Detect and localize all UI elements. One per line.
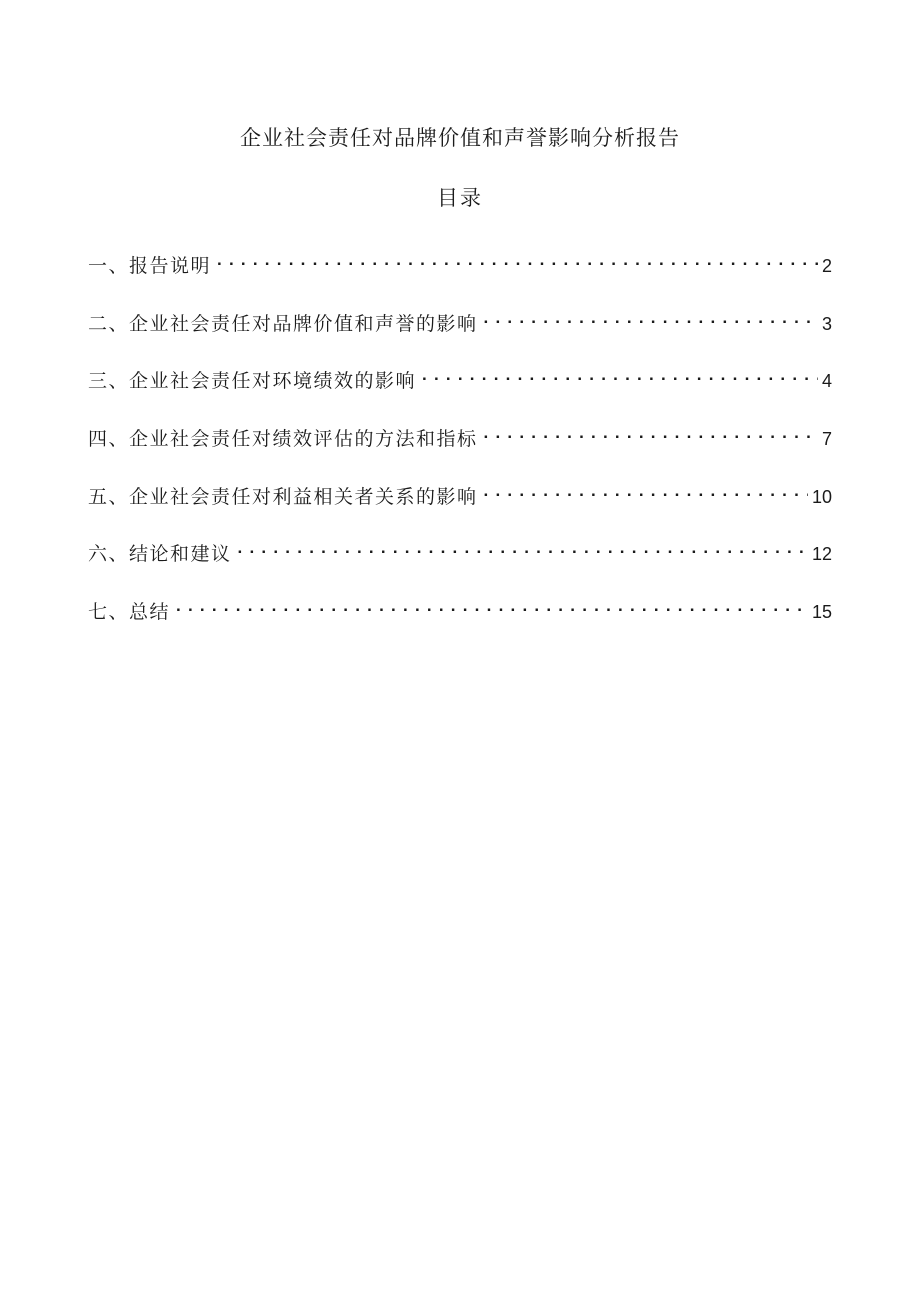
toc-entry-page-number: 2 xyxy=(821,256,832,276)
document-title: 企业社会责任对品牌价值和声誉影响分析报告 xyxy=(240,126,680,150)
toc-entry-page-number: 7 xyxy=(821,429,832,450)
toc-entry-page-number: 3 xyxy=(821,313,832,334)
toc-entry-page-number: 12 xyxy=(811,544,832,565)
toc-entry-label: 二、企业社会责任对品牌价值和声誉的影响 xyxy=(88,312,478,335)
toc-dot-leader xyxy=(422,359,818,387)
toc-entry-label: 五、企业社会责任对利益相关者关系的影响 xyxy=(88,485,478,508)
toc-entry-page-number: 15 xyxy=(811,602,832,623)
toc-dot-leader xyxy=(238,532,808,560)
toc-entry-label: 七、总结 xyxy=(88,601,171,624)
toc-dot-leader xyxy=(176,590,808,618)
toc-entry-label: 一、报告说明 xyxy=(88,255,212,277)
toc-entry-stakeholder-relations[interactable] xyxy=(88,475,832,533)
toc-dot-leader xyxy=(484,475,808,503)
toc-dot-leader xyxy=(484,417,818,445)
toc-entry-brand-value-reputation[interactable] xyxy=(88,302,832,360)
toc-entry-conclusions[interactable] xyxy=(88,532,832,590)
toc-entry-label: 三、企业社会责任对环境绩效的影响 xyxy=(88,370,417,393)
toc-entry-summary[interactable] xyxy=(88,590,832,648)
toc-entry-label: 四、企业社会责任对绩效评估的方法和指标 xyxy=(88,428,478,451)
toc-dot-leader xyxy=(484,302,818,330)
toc-heading: 目录 xyxy=(437,186,483,210)
toc-entry-page-number: 4 xyxy=(821,371,832,392)
toc-entry-evaluation-methods[interactable] xyxy=(88,417,832,475)
toc-entry-label: 六、结论和建议 xyxy=(88,543,232,566)
table-of-contents xyxy=(88,244,832,648)
toc-dot-leader xyxy=(217,244,818,272)
toc-entry-report-description[interactable] xyxy=(88,244,832,302)
toc-entry-environmental-performance[interactable] xyxy=(88,359,832,417)
toc-entry-page-number: 10 xyxy=(811,486,832,507)
